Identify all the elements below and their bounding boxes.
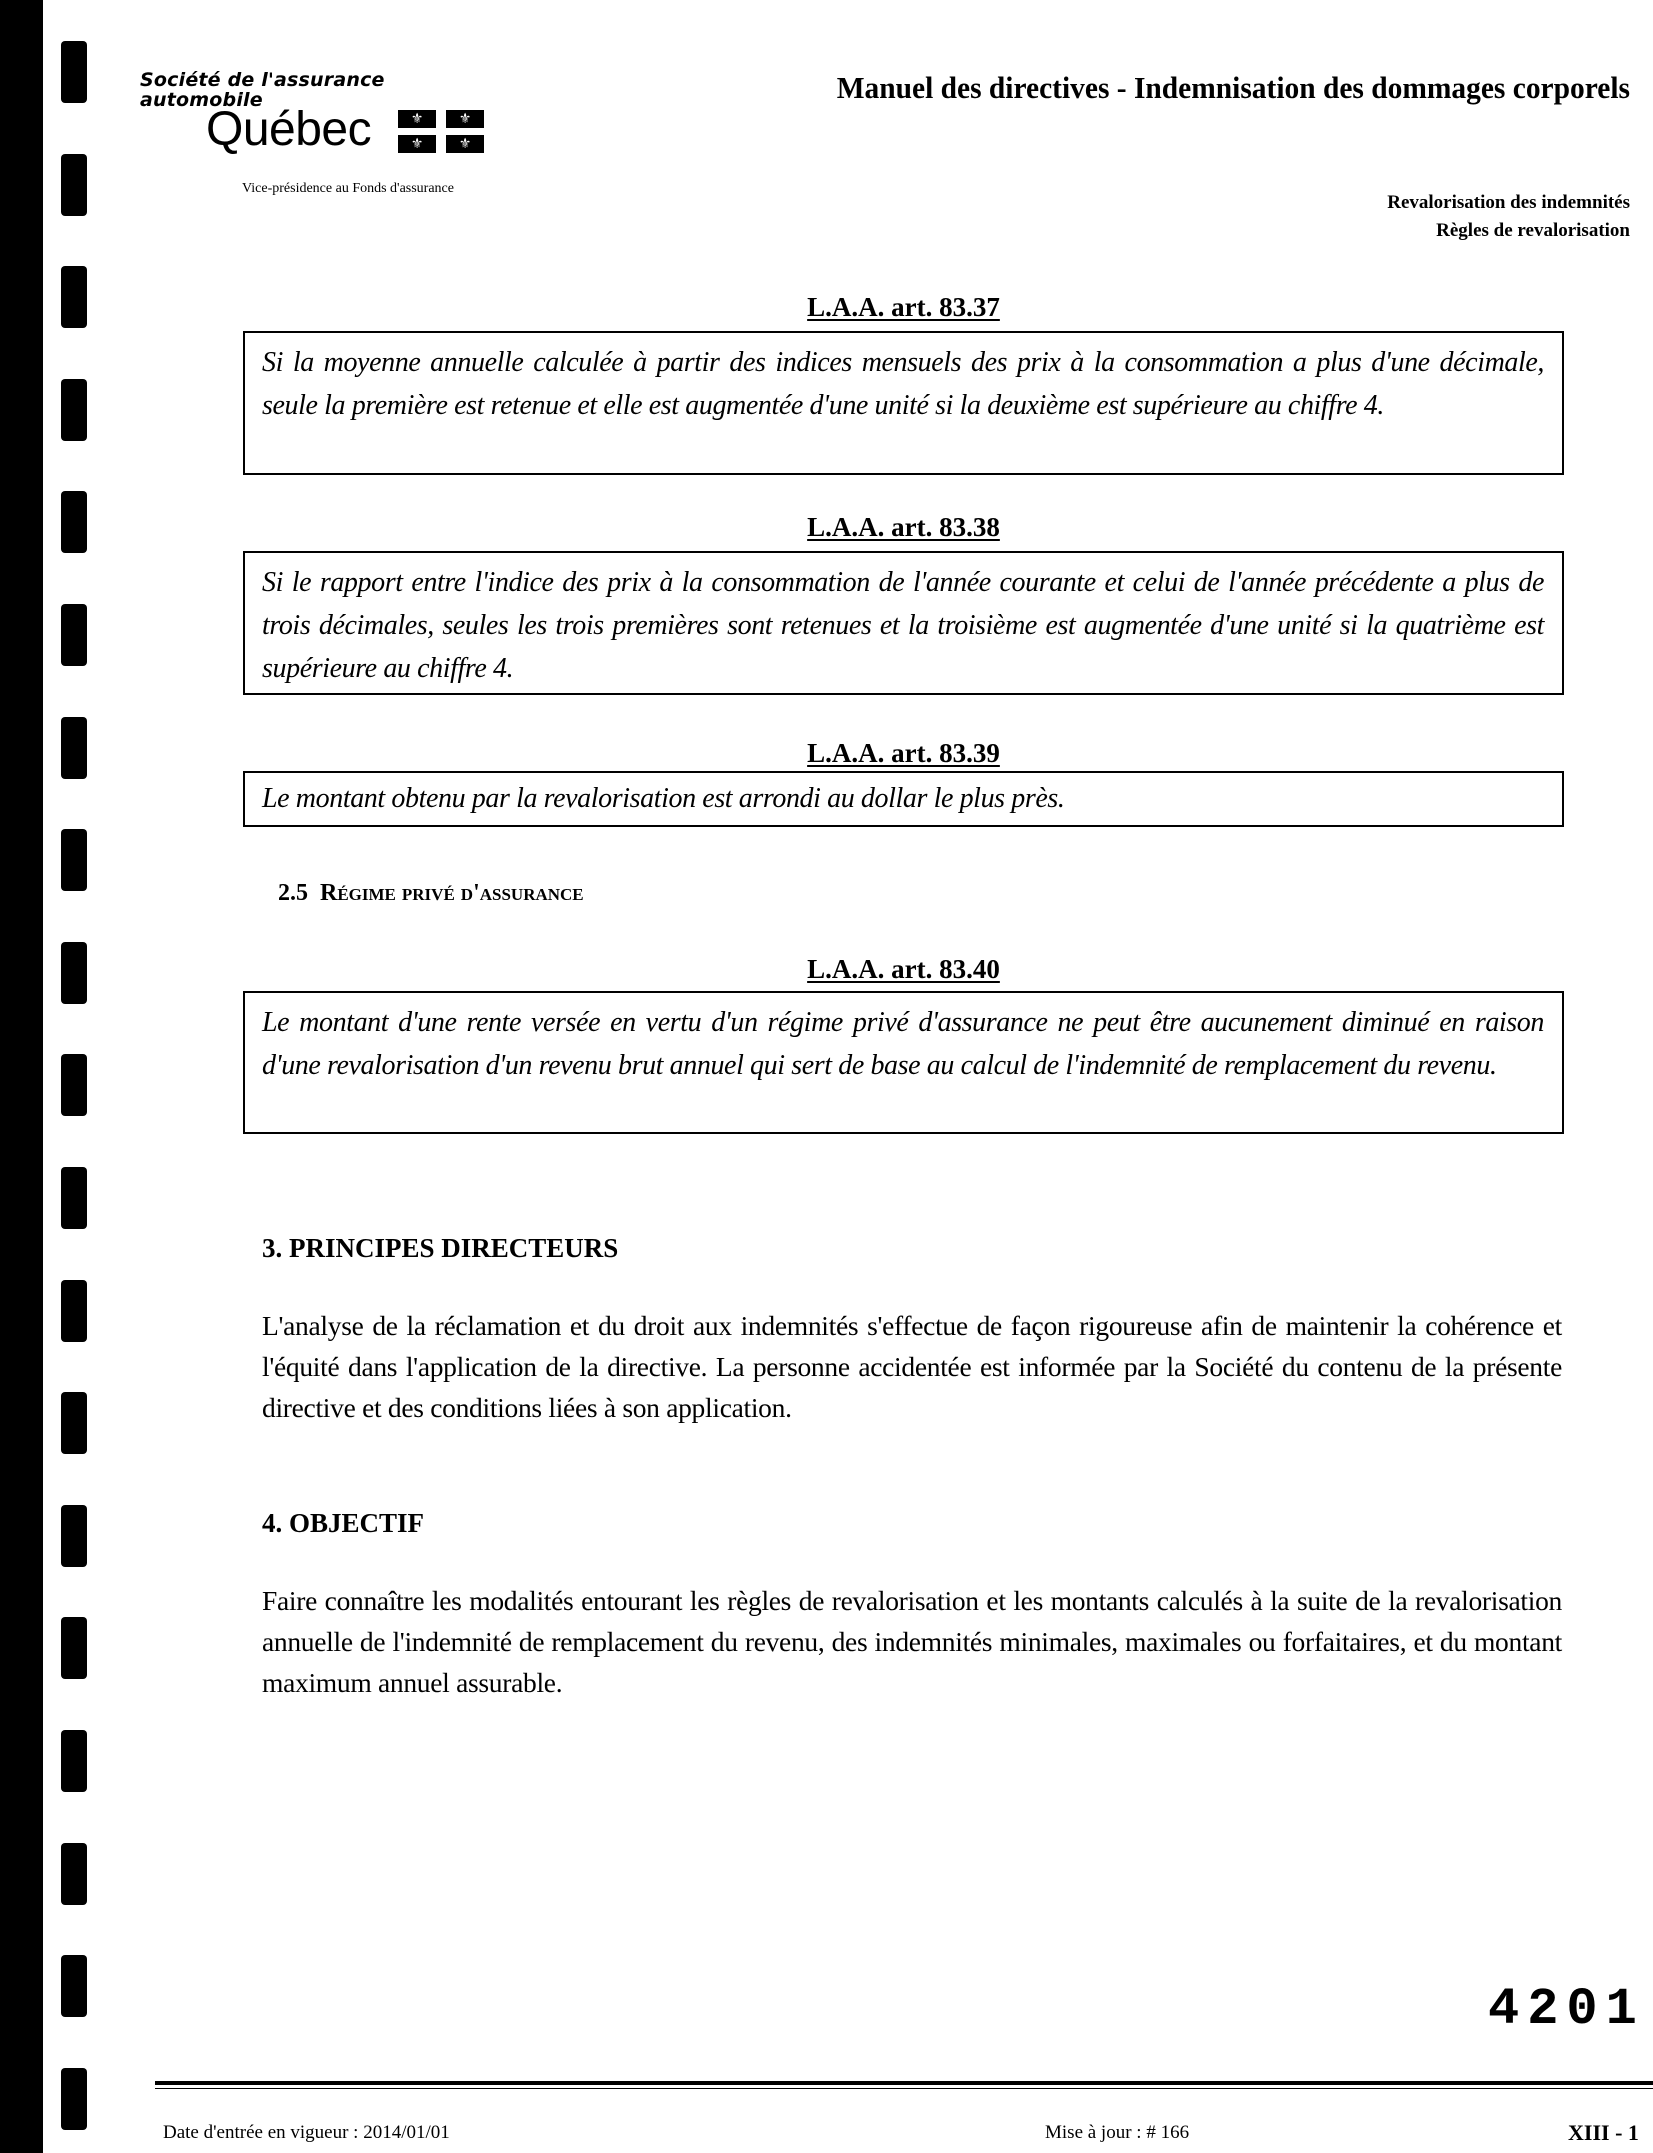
section-2-5-heading bbox=[278, 880, 584, 907]
section-4-paragraph: Faire connaître les modalités entourant les règles de revalorisation et les montants calculés à la suite de la revalorisation annuelle de l'indemnité de remplacement du revenu, des indemnités minimales, maximales ou forfaitaires, et du montant maximum annuel assurable. bbox=[262, 1585, 1562, 1698]
binding-hole bbox=[61, 1617, 87, 1679]
binding-hole bbox=[61, 717, 87, 779]
article-box: Le montant d'une rente versée en vertu d'un régime privé d'assurance ne peut être aucunement diminué en raison d'une revalorisation d'un revenu brut annuel qui sert de base au calcul de l'indemnité de remplacement du revenu. bbox=[243, 991, 1564, 1134]
logo-org-line2: automobile bbox=[140, 89, 263, 111]
binding-hole bbox=[61, 942, 87, 1004]
article-heading-text: L.A.A. art. 83.37 bbox=[807, 292, 1000, 322]
binding-hole bbox=[61, 1843, 87, 1905]
binding-hole bbox=[61, 491, 87, 553]
binding-hole bbox=[61, 1505, 87, 1567]
article-box: Le montant obtenu par la revalorisation est arrondi au dollar le plus près. bbox=[243, 771, 1564, 827]
article-heading bbox=[243, 292, 1564, 323]
fleur-de-lis-flag-icon bbox=[398, 110, 484, 154]
section-3-heading: 3. PRINCIPES DIRECTEURS bbox=[262, 1233, 619, 1263]
binding-hole bbox=[61, 2068, 87, 2130]
page-stamp-number: 4201 bbox=[1488, 1980, 1645, 2039]
binding-hole bbox=[61, 604, 87, 666]
article-box: Si le rapport entre l'indice des prix à la consommation de l'année courante et celui de l'année précédente a plus de trois décimales, seules les trois premières sont retenues et la troisième est augmentée d'une unité si la quatrième est supérieure au chiffre 4. bbox=[243, 551, 1564, 695]
fleur-de-lis-icon: ⚜ bbox=[398, 110, 436, 128]
section-number: 2.5 bbox=[278, 880, 308, 906]
logo-org-line1: Société de l'assurance bbox=[140, 69, 385, 91]
article-heading-text: L.A.A. art. 83.40 bbox=[807, 954, 1000, 984]
article-heading bbox=[243, 738, 1564, 769]
logo-quebec-wordmark: Québec bbox=[206, 103, 372, 156]
binding-hole bbox=[61, 154, 87, 216]
section-3-paragraph: L'analyse de la réclamation et du droit aux indemnités s'effectue de façon rigoureuse afin de maintenir la cohérence et l'équité dans l'application de la directive. La personne accidentée est informée par la Société du contenu de la présente directive et des conditions liées à son application. bbox=[262, 1310, 1562, 1423]
binding-hole bbox=[61, 1054, 87, 1116]
page-number: XIII - 1 bbox=[1568, 2120, 1639, 2145]
footer-rule-thick bbox=[155, 2081, 1653, 2085]
footer-rule-thin bbox=[155, 2088, 1653, 2089]
binding-hole bbox=[61, 266, 87, 328]
scan-binding-strip bbox=[0, 0, 43, 2153]
fleur-de-lis-icon: ⚜ bbox=[446, 135, 484, 153]
article-box: Si la moyenne annuelle calculée à partir des indices mensuels des prix à la consommation a plus d'une décimale, seule la première est retenue et elle est augmentée d'une unité si la deuxième est supérieure au chiffre 4. bbox=[243, 331, 1564, 475]
effective-date: Date d'entrée en vigueur : 2014/01/01 bbox=[163, 2122, 450, 2143]
fleur-de-lis-icon: ⚜ bbox=[398, 135, 436, 153]
manual-title: Manuel des directives - Indemnisation des dommages corporels bbox=[836, 70, 1630, 105]
update-number: Mise à jour : # 166 bbox=[1045, 2122, 1190, 2143]
binding-hole bbox=[61, 379, 87, 441]
section-title: Régime privé d'assurance bbox=[320, 880, 584, 906]
binding-hole bbox=[61, 1280, 87, 1342]
article-heading bbox=[243, 954, 1564, 985]
article-heading-text: L.A.A. art. 83.39 bbox=[807, 738, 1000, 768]
vice-presidency-label: Vice-présidence au Fonds d'assurance bbox=[242, 181, 454, 196]
binding-hole bbox=[61, 1392, 87, 1454]
binding-hole bbox=[61, 41, 87, 103]
fleur-de-lis-icon: ⚜ bbox=[446, 110, 484, 128]
subsection-label: Règles de revalorisation bbox=[1436, 220, 1630, 241]
section-4-heading: 4. OBJECTIF bbox=[262, 1508, 425, 1538]
section-label: Revalorisation des indemnités bbox=[1387, 192, 1630, 213]
article-heading-text: L.A.A. art. 83.38 bbox=[807, 512, 1000, 542]
binding-hole bbox=[61, 1955, 87, 2017]
binding-hole bbox=[61, 1730, 87, 1792]
article-heading bbox=[243, 512, 1564, 543]
binding-hole bbox=[61, 829, 87, 891]
binding-hole bbox=[61, 1167, 87, 1229]
